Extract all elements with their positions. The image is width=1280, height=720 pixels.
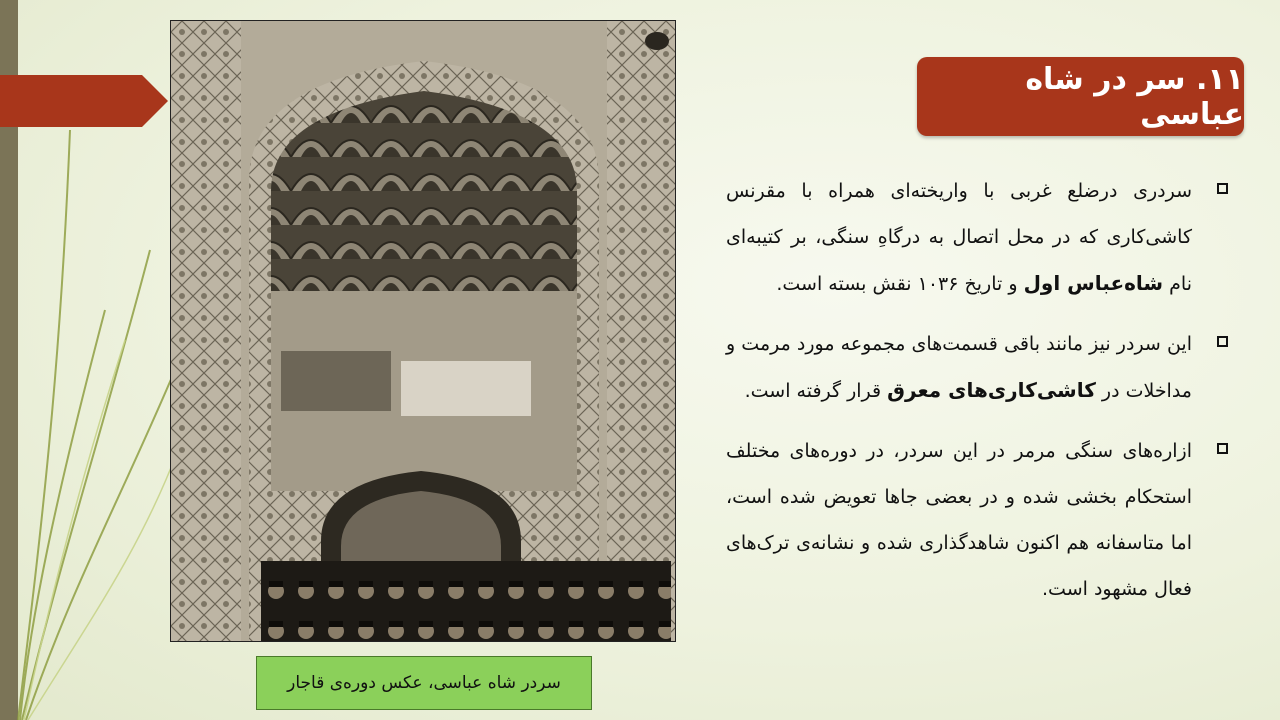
photo-caption — [256, 656, 592, 710]
bullet-text: و تاریخ ۱۰۳۶ نقش بسته است. — [776, 273, 1024, 295]
checkbox-bullet-icon — [1217, 183, 1228, 194]
bullet-text: این سردر نیز مانند باقی قسمت‌های مجموعه مورد مرمت و مداخلات در — [726, 333, 1192, 402]
bullet-list — [726, 168, 1230, 626]
bullet-bold-text: شاه‌عباس اول — [1023, 271, 1164, 295]
bullet-text: قرار گرفته است. — [744, 380, 888, 402]
bullet-bold-text: کاشی‌کاری‌های معرق — [887, 378, 1096, 402]
slide-title-box — [917, 57, 1244, 136]
decorative-swoosh-lines — [0, 120, 180, 720]
checkbox-bullet-icon — [1217, 336, 1228, 347]
bullet-item — [726, 168, 1230, 307]
portal-photograph — [170, 20, 676, 642]
checkbox-bullet-icon — [1217, 443, 1228, 454]
bullet-text: سردری درضلع غربی با واریخته‌ای همراه با مقرنس کاشی‌کاری که در محل اتصال به درگاهِ سنگی، بر کتیبه‌ای نام — [726, 180, 1192, 295]
bullet-item — [726, 321, 1230, 414]
slide-title: ۱۱. سر در شاه عباسی — [1025, 61, 1244, 132]
historic-portal-image — [171, 21, 676, 642]
bullet-text: ازاره‌های سنگی مرمر در این سردر، در دوره‌های مختلف استحکام بخشی شده و در بعضی جاها تعویض شده است، اما متاسفانه هم اکنون شاهدگذاری شده و نشانه‌ی ترک‌های فعال مشهود است. — [726, 440, 1192, 600]
caption-text: سردر شاه عباسی، عکس دوره‌ی قاجار — [287, 673, 561, 693]
bullet-item — [726, 428, 1230, 612]
